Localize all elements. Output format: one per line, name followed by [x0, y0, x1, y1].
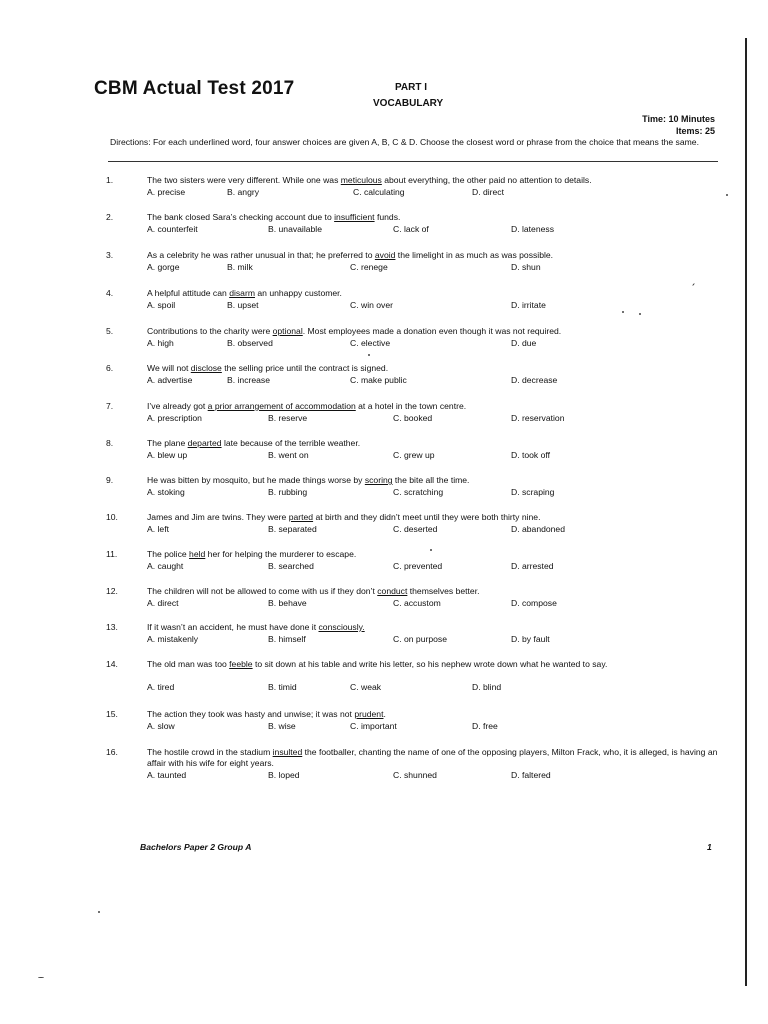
- question-stem: [147, 288, 722, 299]
- answer-option: D. scraping: [511, 487, 555, 497]
- answer-option: B. loped: [268, 770, 300, 780]
- scan-speck: [639, 313, 641, 315]
- answer-option: C. important: [350, 721, 397, 731]
- stem-text: If it wasn’t an accident, he must have done it: [147, 622, 319, 632]
- page-number: 1: [707, 842, 712, 852]
- answer-option: B. wise: [268, 721, 296, 731]
- stem-text: about everything, the other paid no attention to details.: [381, 175, 592, 185]
- answer-option: D. free: [472, 721, 498, 731]
- underlined-word: meticulous: [340, 175, 382, 185]
- stem-text: The old man was too: [147, 659, 230, 669]
- answer-option: A. tired: [147, 682, 175, 692]
- answer-option: C. calculating: [353, 187, 405, 197]
- stem-text: James and Jim are twins. They were: [147, 512, 289, 522]
- scan-speck: [430, 549, 432, 551]
- answer-option: B. observed: [227, 338, 273, 348]
- answer-option: B. rubbing: [268, 487, 308, 497]
- answer-option: B. reserve: [268, 413, 308, 423]
- question-number: 1.: [106, 175, 114, 185]
- answer-option: A. taunted: [147, 770, 187, 780]
- stem-text: .: [383, 709, 386, 719]
- scan-speck: [726, 194, 728, 196]
- question-number: 11.: [106, 549, 118, 559]
- answer-option: B. timid: [268, 682, 297, 692]
- question-number: 3.: [106, 250, 114, 260]
- question-number: 14.: [106, 659, 118, 669]
- footer-label: Bachelors Paper 2 Group A: [140, 842, 252, 852]
- stem-text: We will not: [147, 363, 191, 373]
- answer-option: B. milk: [227, 262, 253, 272]
- underlined-word: consciously.: [318, 622, 365, 632]
- question-stem: [147, 438, 722, 449]
- question-number: 8.: [106, 438, 114, 448]
- answer-option: C. on purpose: [393, 634, 447, 644]
- underlined-word: departed: [187, 438, 222, 448]
- stem-text: The plane: [147, 438, 188, 448]
- stem-text: He was bitten by mosquito, but he made things worse by: [147, 475, 365, 485]
- answer-option: B. upset: [227, 300, 259, 310]
- answer-option: A. gorge: [147, 262, 180, 272]
- answer-option: A. direct: [147, 598, 179, 608]
- answer-option: D. arrested: [511, 561, 554, 571]
- stem-text: themselves better.: [407, 586, 480, 596]
- answer-option: D. abandoned: [511, 524, 565, 534]
- question-stem: [147, 212, 722, 223]
- stem-text: I’ve already got: [147, 401, 208, 411]
- answer-option: D. irritate: [511, 300, 546, 310]
- scan-speck: [692, 283, 695, 286]
- question-number: 10.: [106, 512, 118, 522]
- stem-text: the limelight in as much as was possible.: [395, 250, 554, 260]
- underlined-word: insulted: [272, 747, 303, 757]
- answer-option: B. went on: [268, 450, 309, 460]
- underlined-word: prudent: [354, 709, 384, 719]
- answer-option: B. searched: [268, 561, 314, 571]
- question-stem: [147, 326, 722, 337]
- question-stem: [147, 659, 722, 670]
- time-label: Time: 10 Minutes: [642, 114, 715, 124]
- underlined-word: optional: [272, 326, 303, 336]
- underlined-word: insufficient: [334, 212, 375, 222]
- answer-option: B. increase: [227, 375, 270, 385]
- answer-option: A. high: [147, 338, 174, 348]
- divider: [108, 161, 718, 162]
- scan-edge: [745, 38, 747, 986]
- answer-option: A. advertise: [147, 375, 193, 385]
- question-number: 4.: [106, 288, 114, 298]
- answer-option: A. precise: [147, 187, 186, 197]
- stem-text: The hostile crowd in the stadium: [147, 747, 273, 757]
- answer-option: A. spoil: [147, 300, 176, 310]
- question-number: 7.: [106, 401, 114, 411]
- answer-option: C. accustom: [393, 598, 441, 608]
- question-stem: [147, 586, 722, 597]
- question-stem: [147, 250, 722, 261]
- stem-text: the footballer, chanting the name of one of the opposing players, Milton Frack, who, it is alleged, is having an affair with his wife for eight years.: [147, 747, 718, 768]
- answer-option: C. make public: [350, 375, 407, 385]
- stem-text: The two sisters were very different. While one was: [147, 175, 341, 185]
- answer-option: D. by fault: [511, 634, 550, 644]
- page-title: CBM Actual Test 2017: [94, 78, 295, 99]
- answer-option: A. caught: [147, 561, 184, 571]
- stem-text: her for helping the murderer to escape.: [205, 549, 357, 559]
- items-label: Items: 25: [675, 126, 715, 136]
- question-stem: [147, 709, 722, 720]
- answer-option: C. elective: [350, 338, 391, 348]
- question-stem: [147, 175, 722, 186]
- answer-option: B. separated: [268, 524, 317, 534]
- answer-option: D. shun: [511, 262, 541, 272]
- stem-text: at a hotel in the town centre.: [355, 401, 467, 411]
- answer-option: A. prescription: [147, 413, 202, 423]
- answer-option: D. blind: [472, 682, 502, 692]
- answer-option: D. reservation: [511, 413, 565, 423]
- answer-option: A. stoking: [147, 487, 185, 497]
- answer-option: D. decrease: [511, 375, 558, 385]
- answer-option: C. lack of: [393, 224, 429, 234]
- stem-text: Contributions to the charity were: [147, 326, 273, 336]
- question-number: 12.: [106, 586, 118, 596]
- question-number: 2.: [106, 212, 114, 222]
- underlined-word: feeble: [229, 659, 253, 669]
- question-number: 9.: [106, 475, 114, 485]
- answer-option: C. prevented: [393, 561, 443, 571]
- stem-text: As a celebrity he was rather unusual in that; he preferred to: [147, 250, 375, 260]
- underlined-word: parted: [288, 512, 314, 522]
- question-number: 16.: [106, 747, 118, 757]
- answer-option: C. renege: [350, 262, 388, 272]
- question-stem: [147, 747, 722, 769]
- stem-text: . Most employees made a donation even though it was not required.: [302, 326, 562, 336]
- answer-option: B. angry: [227, 187, 260, 197]
- stem-text: The action they took was hasty and unwise; it was not: [147, 709, 355, 719]
- scan-speck: [368, 354, 370, 356]
- answer-option: C. shunned: [393, 770, 437, 780]
- part-label: PART I: [395, 82, 428, 93]
- answer-option: D. took off: [511, 450, 551, 460]
- section-label: VOCABULARY: [373, 98, 444, 109]
- underlined-word: a prior arrangement of accommodation: [207, 401, 356, 411]
- answer-option: B. himself: [268, 634, 306, 644]
- answer-option: C. deserted: [393, 524, 438, 534]
- scan-speck: [622, 311, 624, 313]
- answer-option: A. mistakenly: [147, 634, 199, 644]
- scan-speck: [98, 911, 100, 913]
- answer-option: C. weak: [350, 682, 382, 692]
- stem-text: late because of the terrible weather.: [221, 438, 361, 448]
- underlined-word: held: [189, 549, 206, 559]
- answer-option: A. counterfeit: [147, 224, 198, 234]
- underlined-word: conduct: [377, 586, 408, 596]
- answer-option: A. blew up: [147, 450, 188, 460]
- underlined-word: avoid: [374, 250, 396, 260]
- question-number: 13.: [106, 622, 118, 632]
- answer-option: C. win over: [350, 300, 393, 310]
- stem-text: funds.: [374, 212, 401, 222]
- question-stem: [147, 549, 722, 560]
- underlined-word: disarm: [229, 288, 255, 298]
- answer-option: D. lateness: [511, 224, 554, 234]
- stem-text: the selling price until the contract is signed.: [221, 363, 389, 373]
- stem-text: the bite all the time.: [392, 475, 470, 485]
- scan-speck: [38, 977, 44, 978]
- question-stem: [147, 512, 722, 523]
- question-stem: [147, 622, 722, 633]
- answer-option: B. unavailable: [268, 224, 322, 234]
- question-number: 5.: [106, 326, 114, 336]
- answer-option: D. due: [511, 338, 537, 348]
- stem-text: an unhappy customer.: [254, 288, 342, 298]
- answer-option: B. behave: [268, 598, 307, 608]
- answer-option: C. grew up: [393, 450, 435, 460]
- underlined-word: disclose: [190, 363, 222, 373]
- directions-text: Directions: For each underlined word, four answer choices are given A, B, C & D. Choose the closest word or phrase from the choice that means the same.: [110, 137, 699, 147]
- answer-option: C. booked: [393, 413, 433, 423]
- stem-text: The police: [147, 549, 190, 559]
- stem-text: to sit down at his table and write his letter, so his nephew wrote down what he wanted to say.: [252, 659, 608, 669]
- question-number: 6.: [106, 363, 114, 373]
- question-stem: [147, 401, 722, 412]
- stem-text: The children will not be allowed to come with us if they don’t: [147, 586, 378, 596]
- underlined-word: scoring: [364, 475, 393, 485]
- answer-option: A. slow: [147, 721, 175, 731]
- stem-text: The bank closed Sara’s checking account due to: [147, 212, 335, 222]
- answer-option: A. left: [147, 524, 169, 534]
- answer-option: C. scratching: [393, 487, 444, 497]
- question-stem: [147, 475, 722, 486]
- question-number: 15.: [106, 709, 118, 719]
- answer-option: D. compose: [511, 598, 557, 608]
- stem-text: A helpful attitude can: [147, 288, 230, 298]
- answer-option: D. faltered: [511, 770, 551, 780]
- question-stem: [147, 363, 722, 374]
- answer-option: D. direct: [472, 187, 504, 197]
- stem-text: at birth and they didn’t meet until they were both thirty nine.: [313, 512, 541, 522]
